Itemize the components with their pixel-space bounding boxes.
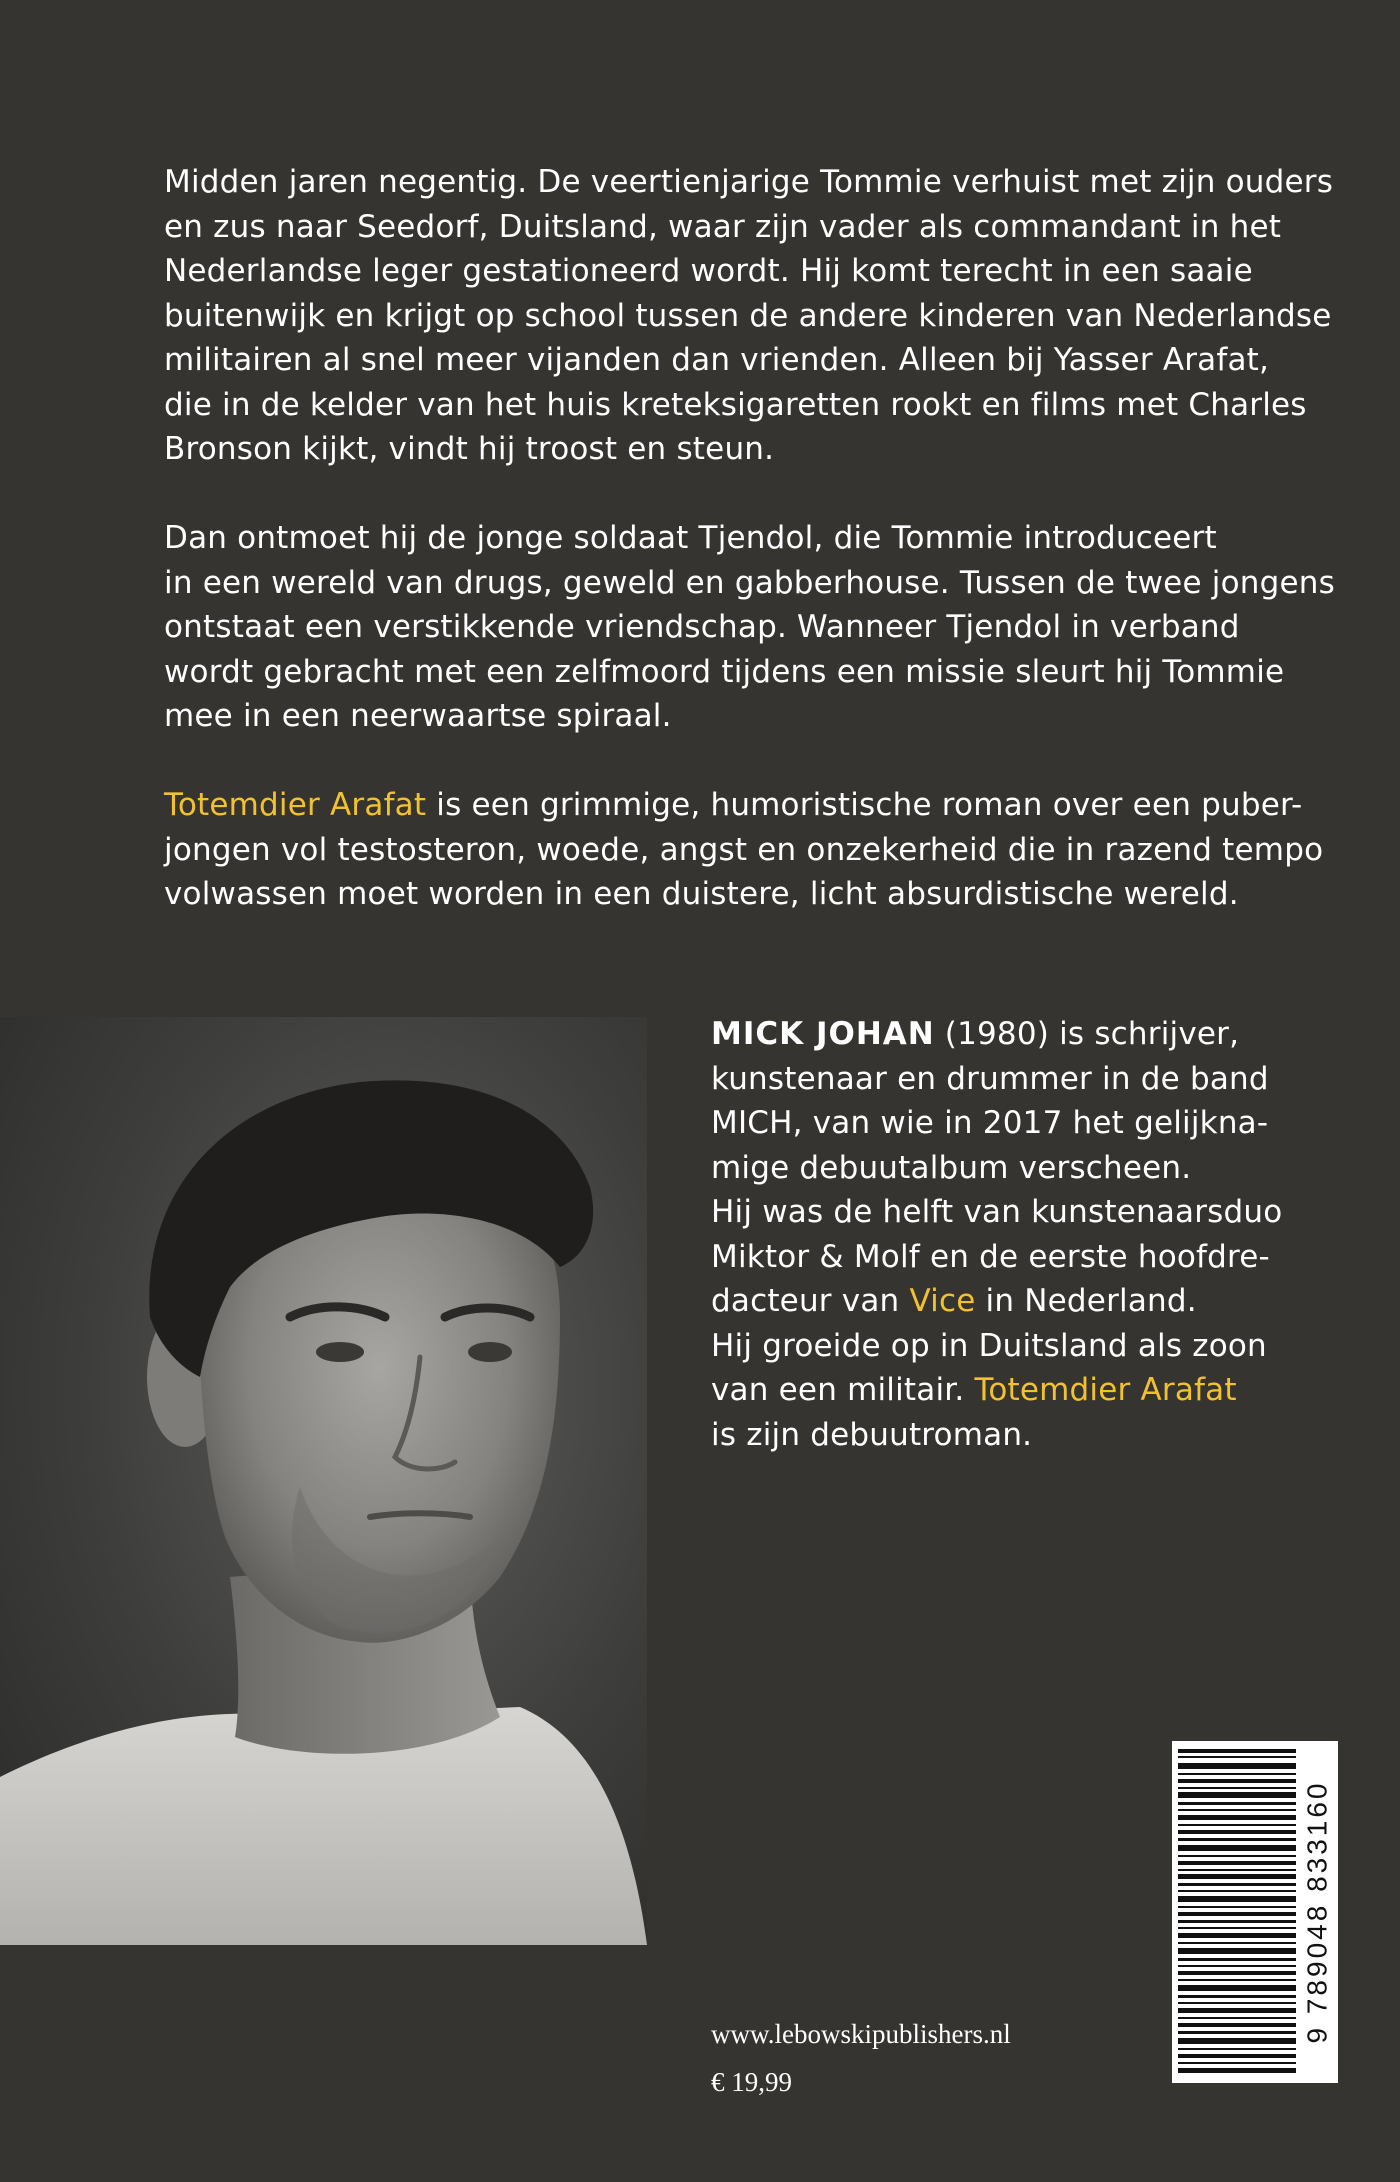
bio-line: Hij was de helft van kunstenaarsduo — [711, 1194, 1283, 1230]
bio-line: kunstenaar en drummer in de band — [711, 1060, 1269, 1097]
bio-line: mige debuutalbum verscheen. — [711, 1149, 1192, 1186]
blurb-text: is een grimmige, humoristische roman over een puber- — [426, 787, 1303, 823]
blurb-line: Dan ontmoet hij de jonge soldaat Tjendol, die Tommie introduceert — [164, 520, 1217, 556]
author-portrait-illustration — [0, 1017, 647, 1945]
publisher-website: www.lebowskipublishers.nl — [711, 2019, 1011, 2049]
blurb-line: Midden jaren negentig. De veertienjarige Tommie verhuist met zijn ouders — [164, 164, 1334, 200]
bio-line — [711, 1368, 1311, 1413]
blurb-line: die in de kelder van het huis kreteksigaretten rookt en films met Charles — [164, 386, 1307, 423]
bio-line — [711, 1279, 1311, 1324]
barcode-digits-container — [1300, 1745, 1334, 2079]
book-price: € 19,99 — [711, 2067, 792, 2097]
book-title-highlight: Totemdier Arafat — [974, 1372, 1237, 1408]
isbn-digits: 9 789048 833160 — [1301, 1780, 1332, 2044]
author-photo — [0, 1017, 647, 1945]
blurb-line: ontstaat een verstikkende vriendschap. Wanneer Tjendol in verband — [164, 609, 1240, 645]
blurb-line: wordt gebracht met een zelfmoord tijdens een missie sleurt hij Tommie — [164, 653, 1285, 690]
bio-text: in Nederland. — [975, 1283, 1197, 1319]
blurb-line: volwassen moet worden in een duistere, licht absurdistische wereld. — [164, 876, 1239, 912]
bio-line: Hij groeide op in Duitsland als zoon — [711, 1327, 1267, 1364]
author-bio — [711, 1012, 1311, 1457]
bio-line — [711, 1012, 1311, 1057]
bio-text: dacteur van — [711, 1283, 910, 1319]
magazine-name-highlight: Vice — [909, 1283, 976, 1319]
blurb-line: militairen al snel meer vijanden dan vrienden. Alleen bij Yasser Arafat, — [164, 342, 1270, 378]
bio-line: MICH, van wie in 2017 het gelijkna- — [711, 1105, 1269, 1141]
bio-line: is zijn debuutroman. — [711, 1416, 1033, 1453]
blurb-line: Bronson kijkt, vindt hij troost en steun. — [164, 431, 775, 467]
blurb-line: mee in een neerwaartse spiraal. — [164, 698, 672, 734]
author-name: MICK JOHAN — [711, 1016, 935, 1052]
blurb-line: Nederlandse leger gestationeerd wordt. Hij komt terecht in een saaie — [164, 253, 1253, 289]
blurb — [164, 160, 1335, 961]
bio-text: (1980) is schrijver, — [934, 1016, 1240, 1052]
isbn-barcode — [1172, 1741, 1338, 2083]
blurb-line — [164, 783, 1303, 828]
blurb-paragraph-3 — [164, 783, 1324, 917]
blurb-paragraph-2 — [164, 516, 1335, 739]
bio-text: van een militair. — [711, 1372, 975, 1408]
blurb-paragraph-1 — [164, 160, 1334, 472]
blurb-line: en zus naar Seedorf, Duitsland, waar zijn vader als commandant in het — [164, 208, 1282, 245]
blurb-line: jongen vol testosteron, woede, angst en onzekerheid die in razend tempo — [164, 831, 1324, 868]
book-title-highlight: Totemdier Arafat — [164, 787, 427, 823]
publisher-footer — [711, 2010, 1011, 2106]
bio-line: Miktor & Molf en de eerste hoofdre- — [711, 1238, 1270, 1275]
blurb-line: buitenwijk en krijgt op school tussen de andere kinderen van Nederlandse — [164, 297, 1332, 334]
blurb-line: in een wereld van drugs, geweld en gabberhouse. Tussen de twee jongens — [164, 564, 1335, 601]
